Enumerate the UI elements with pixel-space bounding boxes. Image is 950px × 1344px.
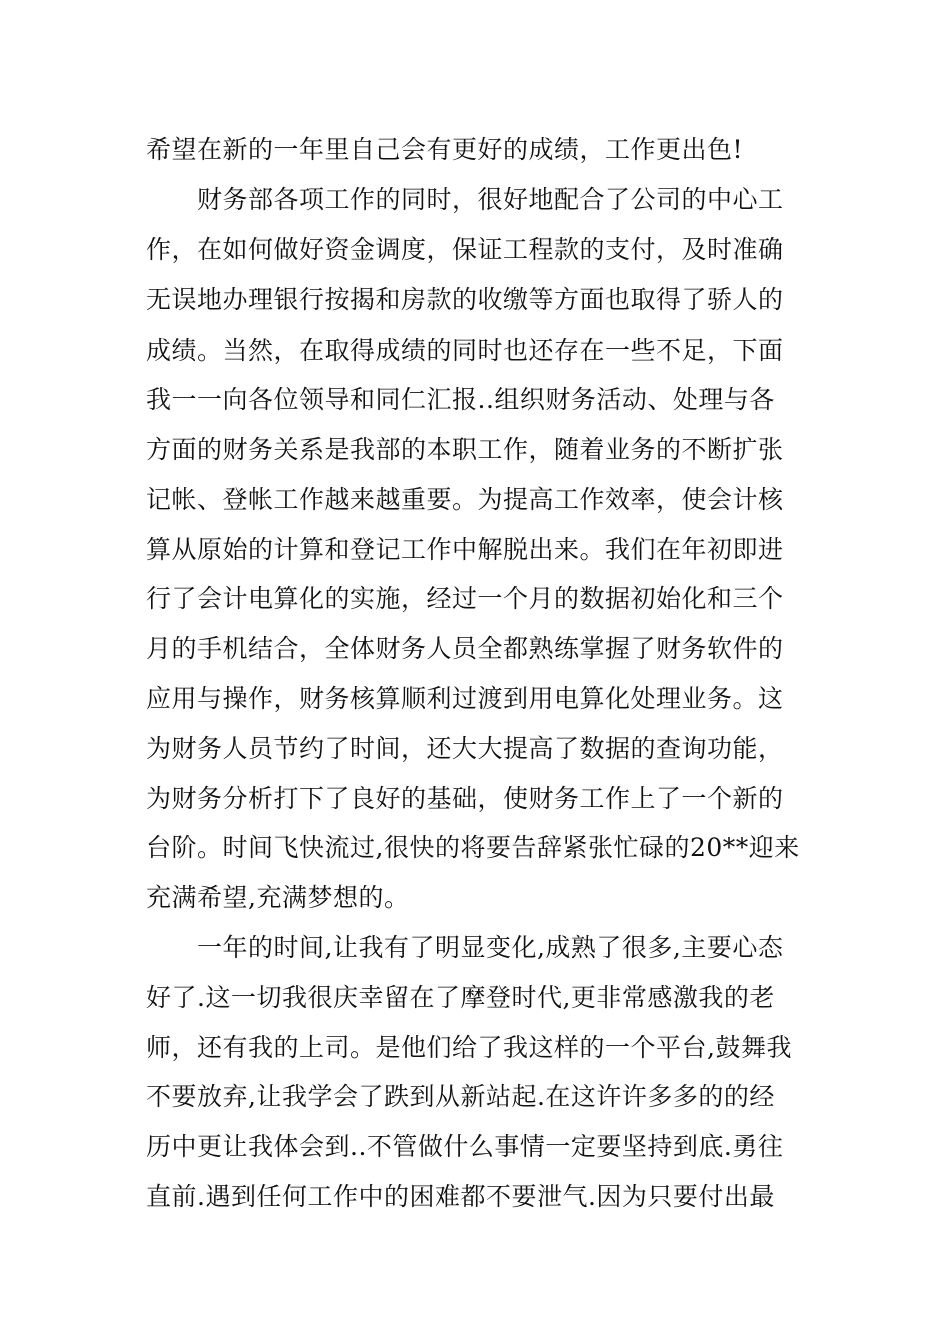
text-line: 为财务分析打下了良好的基础，使财务工作上了一个新的 <box>146 784 784 813</box>
text-line: 好了.这一切我很庆幸留在了摩登时代,更非常感激我的老 <box>146 983 775 1012</box>
paragraph-start-line: 一年的时间,让我有了明显变化,成熟了很多,主要心态 <box>146 933 784 962</box>
text-line: 应用与操作，财务核算顺利过渡到用电算化处理业务。这 <box>146 684 784 713</box>
text-line: 我一一向各位领导和同仁汇报..组织财务活动、处理与各 <box>146 385 775 414</box>
text-line: 师，还有我的上司。是他们给了我这样的一个平台,鼓舞我 <box>146 1033 792 1062</box>
paragraph-start-line: 财务部各项工作的同时，很好地配合了公司的中心工 <box>146 185 784 214</box>
text-line: 希望在新的一年里自己会有更好的成绩，工作更出色! <box>146 135 744 164</box>
text-line: 月的手机结合，全体财务人员全都熟练掌握了财务软件的 <box>146 634 784 663</box>
text-line: 不要放弃,让我学会了跌到从新站起.在这许许多多的的经 <box>146 1082 775 1111</box>
text-line: 无误地办理银行按揭和房款的收缴等方面也取得了骄人的 <box>146 285 784 314</box>
text-line: 成绩。当然，在取得成绩的同时也还存在一些不足，下面 <box>146 336 784 365</box>
text-line: 充满希望,充满梦想的。 <box>146 883 410 912</box>
text-line: 台阶。时间飞快流过,很快的将要告辞紧张忙碌的20**迎来 <box>146 833 800 862</box>
text-line: 方面的财务关系是我部的本职工作，随着业务的不断扩张 <box>146 435 784 464</box>
text-line: 直前.遇到任何工作中的困难都不要泄气.因为只要付出最 <box>146 1182 775 1211</box>
text-line: 记帐、登帐工作越来越重要。为提高工作效率，使会计核 <box>146 485 784 514</box>
text-line: 作，在如何做好资金调度，保证工程款的支付，及时准确 <box>146 235 784 264</box>
text-line: 行了会计电算化的实施，经过一个月的数据初始化和三个 <box>146 584 784 613</box>
text-line: 为财务人员节约了时间，还大大提高了数据的查询功能， <box>146 734 784 763</box>
text-line: 历中更让我体会到..不管做什么事情一定要坚持到底.勇往 <box>146 1132 784 1161</box>
text-line: 算从原始的计算和登记工作中解脱出来。我们在年初即进 <box>146 535 784 564</box>
